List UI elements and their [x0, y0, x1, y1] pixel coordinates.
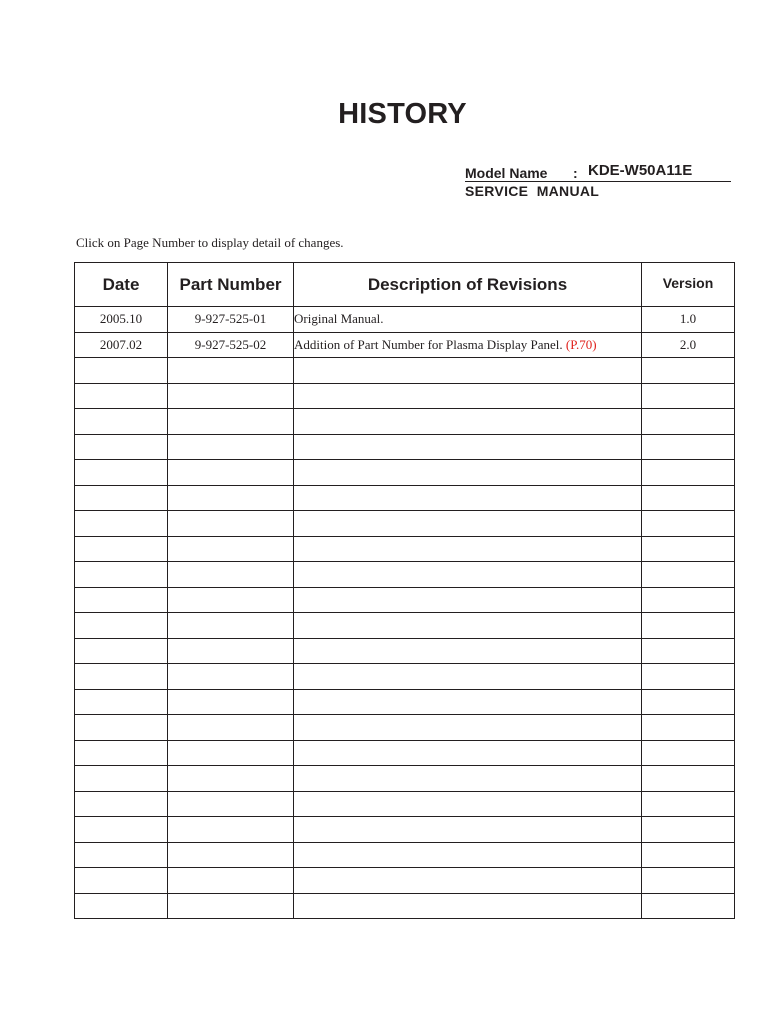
row-version	[642, 817, 735, 843]
row-description	[294, 817, 642, 843]
row-description	[294, 562, 642, 588]
row-description	[294, 485, 642, 511]
row-version	[642, 434, 735, 460]
empty-table-row	[75, 587, 735, 613]
table-row	[75, 307, 735, 333]
empty-table-row	[75, 817, 735, 843]
row-description	[294, 613, 642, 639]
row-description	[294, 638, 642, 664]
empty-table-row	[75, 485, 735, 511]
header-version: Version	[642, 263, 735, 307]
row-description	[294, 664, 642, 690]
row-part-number	[168, 638, 294, 664]
instruction-text: Click on Page Number to display detail of changes.	[76, 235, 344, 250]
row-part-number	[168, 409, 294, 435]
model-name-row	[465, 162, 731, 182]
empty-table-row	[75, 358, 735, 384]
row-date	[75, 358, 168, 384]
row-date	[75, 638, 168, 664]
row-date	[75, 791, 168, 817]
empty-table-row	[75, 383, 735, 409]
row-version	[642, 842, 735, 868]
row-version	[642, 511, 735, 537]
empty-table-row	[75, 511, 735, 537]
empty-table-row	[75, 562, 735, 588]
row-version	[642, 868, 735, 894]
page-title: HISTORY	[338, 98, 467, 130]
row-part-number	[168, 715, 294, 741]
row-date	[75, 536, 168, 562]
empty-table-row	[75, 791, 735, 817]
empty-table-row	[75, 893, 735, 919]
header-description: Description of Revisions	[294, 263, 642, 307]
empty-table-row	[75, 868, 735, 894]
row-version	[642, 358, 735, 384]
row-date	[75, 587, 168, 613]
row-date	[75, 766, 168, 792]
empty-table-row	[75, 460, 735, 486]
revision-history-table	[74, 262, 735, 919]
row-description	[294, 307, 642, 333]
row-date	[75, 383, 168, 409]
row-description	[294, 383, 642, 409]
row-description	[294, 332, 642, 358]
row-date	[75, 842, 168, 868]
row-description	[294, 842, 642, 868]
row-version	[642, 536, 735, 562]
row-version: 1.0	[642, 307, 735, 333]
row-description	[294, 434, 642, 460]
row-description	[294, 587, 642, 613]
row-part-number	[168, 791, 294, 817]
row-date	[75, 562, 168, 588]
row-version	[642, 715, 735, 741]
row-part-number	[168, 868, 294, 894]
row-description	[294, 868, 642, 894]
row-date	[75, 409, 168, 435]
row-version	[642, 740, 735, 766]
row-version	[642, 893, 735, 919]
empty-table-row	[75, 613, 735, 639]
row-part-number	[168, 511, 294, 537]
row-part-number: 9-927-525-01	[168, 307, 294, 333]
row-description	[294, 511, 642, 537]
row-date	[75, 485, 168, 511]
row-description	[294, 893, 642, 919]
model-name-value: KDE-W50A11E	[588, 162, 693, 179]
empty-table-row	[75, 842, 735, 868]
row-part-number	[168, 383, 294, 409]
row-part-number	[168, 766, 294, 792]
row-version	[642, 791, 735, 817]
row-description	[294, 409, 642, 435]
row-date	[75, 715, 168, 741]
row-description	[294, 689, 642, 715]
page-link[interactable]: (P.70)	[565, 336, 597, 352]
row-description	[294, 358, 642, 384]
row-part-number	[168, 740, 294, 766]
row-part-number	[168, 664, 294, 690]
row-part-number	[168, 817, 294, 843]
manual-type: SERVICE MANUAL	[465, 183, 600, 199]
row-date	[75, 689, 168, 715]
row-version	[642, 562, 735, 588]
row-version	[642, 485, 735, 511]
row-version	[642, 409, 735, 435]
empty-table-row	[75, 766, 735, 792]
header-part-number: Part Number	[168, 263, 294, 307]
row-description	[294, 460, 642, 486]
row-description	[294, 715, 642, 741]
empty-table-row	[75, 689, 735, 715]
row-date	[75, 613, 168, 639]
row-part-number	[168, 613, 294, 639]
row-version	[642, 638, 735, 664]
row-date	[75, 664, 168, 690]
empty-table-row	[75, 715, 735, 741]
row-date	[75, 740, 168, 766]
empty-table-row	[75, 434, 735, 460]
empty-table-row	[75, 638, 735, 664]
row-part-number	[168, 485, 294, 511]
row-version	[642, 664, 735, 690]
row-date	[75, 434, 168, 460]
row-part-number: 9-927-525-02	[168, 332, 294, 358]
row-version	[642, 460, 735, 486]
empty-table-row	[75, 409, 735, 435]
row-part-number	[168, 434, 294, 460]
row-version: 2.0	[642, 332, 735, 358]
row-part-number	[168, 460, 294, 486]
row-date	[75, 460, 168, 486]
header-date: Date	[75, 263, 168, 307]
row-part-number	[168, 562, 294, 588]
row-version	[642, 587, 735, 613]
empty-table-row	[75, 536, 735, 562]
row-part-number	[168, 358, 294, 384]
row-part-number	[168, 842, 294, 868]
row-date: 2005.10	[75, 307, 168, 333]
row-version	[642, 383, 735, 409]
row-description	[294, 740, 642, 766]
empty-table-row	[75, 740, 735, 766]
table-header-row	[75, 263, 735, 307]
row-date	[75, 511, 168, 537]
model-name-label: Model Name	[465, 165, 548, 181]
row-version	[642, 766, 735, 792]
row-part-number	[168, 689, 294, 715]
row-date: 2007.02	[75, 332, 168, 358]
table-body	[75, 307, 735, 919]
row-description-text: Original Manual.	[294, 311, 384, 327]
row-date	[75, 868, 168, 894]
empty-table-row	[75, 664, 735, 690]
row-description-text: Addition of Part Number for Plasma Display Panel.	[294, 336, 566, 352]
row-version	[642, 689, 735, 715]
model-name-separator: :	[573, 165, 578, 181]
row-description	[294, 791, 642, 817]
row-part-number	[168, 587, 294, 613]
table-row	[75, 332, 735, 358]
model-info	[465, 162, 731, 199]
row-part-number	[168, 536, 294, 562]
row-date	[75, 893, 168, 919]
row-date	[75, 817, 168, 843]
row-version	[642, 613, 735, 639]
row-description	[294, 536, 642, 562]
row-description	[294, 766, 642, 792]
row-part-number	[168, 893, 294, 919]
